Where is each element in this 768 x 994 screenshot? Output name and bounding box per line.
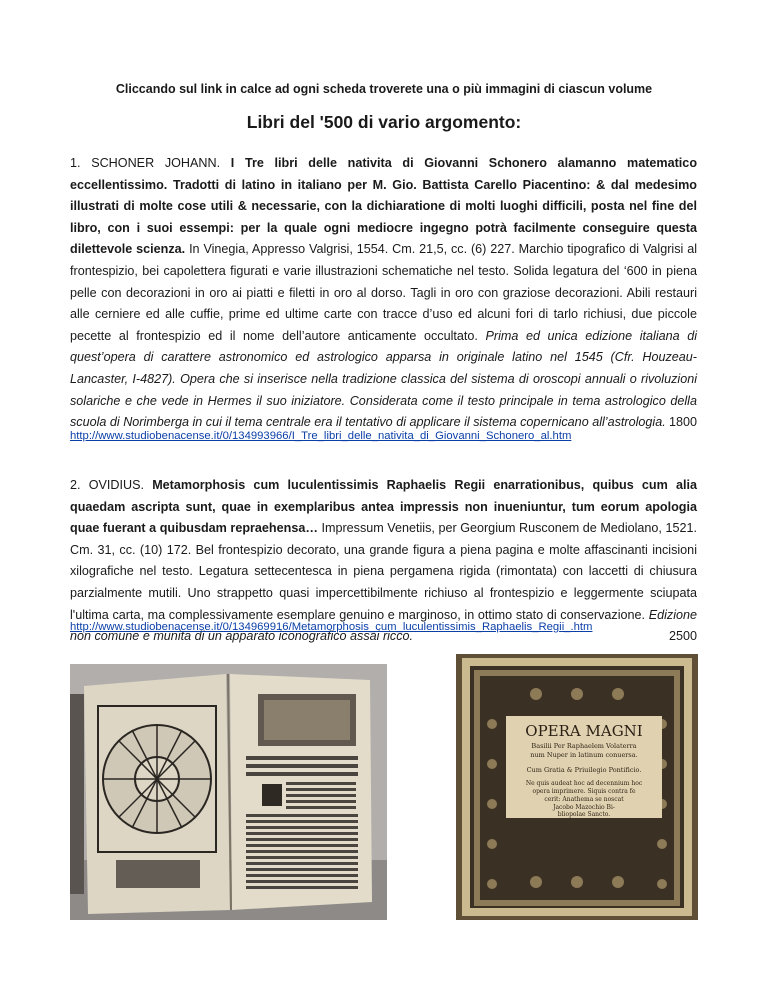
frontispiece-photo xyxy=(456,654,698,920)
entry-price: 2500 xyxy=(668,629,697,644)
entry-number: 1. xyxy=(70,156,81,170)
entry-author: OVIDIUS. xyxy=(88,478,144,492)
page-title: Libri del '500 di vario argomento: xyxy=(246,112,522,132)
book-entry-1 xyxy=(70,153,697,434)
entry-2-link[interactable]: http://www.studiobenacense.it/0/134969916/Metamorphosis_cum_luculentissimis_Raphaelis_Regii_.htm xyxy=(70,621,593,633)
entry-1-link[interactable]: http://www.studiobenacense.it/0/134993966/I_Tre_libri_delle_nativita_di_Giovanni_Schonero_al.htm xyxy=(70,430,572,442)
frontispiece-line: cerit: Anathema se noscat xyxy=(544,796,624,803)
entry-note: Edizione non comune e munita di un apparato iconografico assai ricco. xyxy=(70,607,698,644)
frontispiece-line: Cum Gratia & Priuilegio Pontificio. xyxy=(526,766,642,774)
entry-number: 2. xyxy=(70,478,81,492)
open-book-photo xyxy=(70,664,387,920)
frontispiece-line: opera imprimere. Siquis contra fe xyxy=(532,788,636,795)
entry-author: SCHONER JOHANN. xyxy=(91,156,221,170)
entry-price: 1800 xyxy=(668,415,697,430)
frontispiece-title: OPERA MAGNI xyxy=(525,722,643,740)
frontispiece-line: num Nuper in latinum conuersa. xyxy=(530,751,638,759)
entry-description: Impressum Venetiis, per Georgium Rusconem de Mediolano, 1521. Cm. 31, cc. (10) 172. Bel frontespizio decorato, una grande figura a piena pagina e molte affascinanti incisioni xilografiche nel testo. Legatura settecentesca in piena pergamena rigida (rimontata) con laccetti di chiusura parzialmente mutili. Uno strappetto quasi impercettibilmente richiuso al frontespizio e leggermente sciupata l'ultima carta, ma complessivamente esemplare genuino e marginoso, in ottimo stato di conservazione. xyxy=(70,521,697,622)
frontispiece-line: Jacobo Mazochio Bi- xyxy=(553,804,615,811)
frontispiece-line: Basilii Per Raphaelem Volaterra xyxy=(531,742,637,750)
frontispiece-line: bliopolae Sancto. xyxy=(557,811,611,818)
frontispiece-line: Ne quis audeat hoc ad decennium hoc xyxy=(525,780,643,787)
entry-title: Metamorphosis cum luculentissimis Raphaelis Regii enarrationibus, quibus cum alia quaedam ascripta sunt, quae in exemplaribus antea impressis non inueniuntur, tum eorum apologia quae fuerant a quibusdam repraehensa… xyxy=(70,478,698,536)
entry-description: In Vinegia, Appresso Valgrisi, 1554. Cm. 21,5, cc. (6) 227. Marchio tipografico di Valgrisi al frontespizio, bei capolettera figurati e varie illustrazioni schematiche nel testo. Solida legatura del ‘600 in piena pelle con decorazioni in oro ai piatti e filetti in oro al dorso. Tagli in oro con graziose decorazioni. Abili restauri alle cerniere ed alle cuffie, prime ed ultime carte con tracce d’uso ed alcuni fori di tarlo richiusi, due piccole pecette al frontespizio ed il nome dell’autore anticamente occultato. xyxy=(70,242,697,343)
intro-note: Cliccando sul link in calce ad ogni scheda troverete una o più immagini di ciascun volume xyxy=(115,82,653,96)
entry-title: I Tre libri delle nativita di Giovanni Schonero alamanno matematico eccellentissimo. Tradotti di latino in italiano per M. Gio. Battista Carello Piacentino: & dal medesimo illustrati di molte cose utili & necessarie, con la dichiaratione di molti luoghi difficili, posta nel fine del libro, con i suoi essempi: per la quale ogni mediocre ingegno potrà facilmente conseguire questa dilettevole scienza. xyxy=(70,156,698,257)
entry-note: Prima ed unica edizione italiana di quest’opera di carattere astronomico ed astrologico apparsa in originale latino nel 1545 (Cfr. Houzeau-Lancaster, I-4827). Opera che si inserisce nella tradizione classica del sistema di oroscopi annuali o rivoluzioni solariche e che vede in Hermes il suo iniziatore. Considerata come il testo principale in tema astrologico della scuola di Norimberga in cui il tema centrale era il tentativo di applicare il sistema copernicano all’astrologia. xyxy=(70,328,698,430)
